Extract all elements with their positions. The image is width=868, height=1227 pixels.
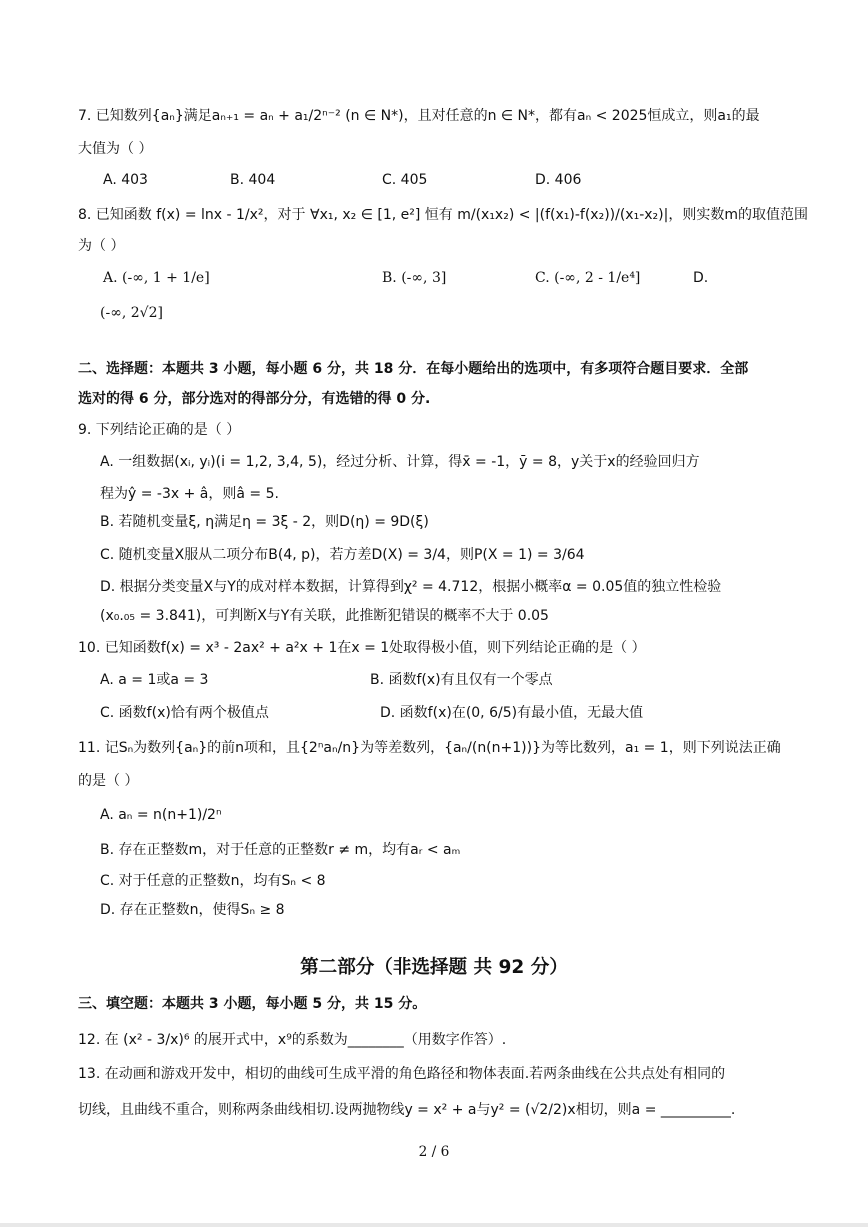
q8-option-d-value: (-∞, 2√2] (100, 305, 163, 321)
q10-option-a: A. a = 1或a = 3 (100, 672, 209, 688)
section3-instructions: 三、填空题：本题共 3 小题，每小题 5 分，共 15 分。 (78, 996, 427, 1012)
q11-option-d: D. 存在正整数n，使得Sₙ ≥ 8 (100, 902, 285, 918)
q9-option-b: B. 若随机变量ξ, η满足η = 3ξ - 2，则D(η) = 9D(ξ) (100, 514, 429, 530)
q9-option-a-line1: A. 一组数据(xᵢ, yᵢ)(i = 1,2, 3,4, 5)，经过分析、计算，得x̄ = -1，ȳ = 8，y关于x的经验回归方 (100, 454, 700, 470)
section2-instructions-line2: 选对的得 6 分，部分选对的得部分分，有选错的得 0 分. (78, 391, 431, 407)
q11-option-b: B. 存在正整数m，对于任意的正整数r ≠ m，均有aᵣ < aₘ (100, 842, 461, 858)
q9-option-d-line1: D. 根据分类变量X与Y的成对样本数据，计算得到χ² = 4.712，根据小概率α = 0.05值的独立性检验 (100, 579, 722, 595)
q7-option-a: A. 403 (103, 172, 148, 188)
q8-option-d: D. (693, 270, 709, 286)
part2-title: 第二部分（非选择题 共 92 分） (300, 957, 568, 978)
q11-stem-line2: 的是（ ） (78, 773, 139, 789)
page-bottom-edge (0, 1223, 868, 1227)
q9-option-a-line2: 程为ŷ = -3x + â，则â = 5. (100, 486, 279, 502)
q10-option-b: B. 函数f(x)有且仅有一个零点 (370, 672, 553, 688)
q13-stem-line1: 13. 在动画和游戏开发中，相切的曲线可生成平滑的角色路径和物体表面.若两条曲线在公共点处有相同的 (78, 1066, 726, 1082)
q8-option-a: A. (-∞, 1 + 1/e] (103, 270, 210, 286)
q9-stem: 9. 下列结论正确的是（ ） (78, 422, 241, 438)
q11-option-a: A. aₙ = n(n+1)/2ⁿ (100, 807, 222, 823)
q8-stem-line2: 为（ ） (78, 238, 125, 254)
q7-stem-line2: 大值为（ ） (78, 141, 153, 157)
q8-option-c: C. (-∞, 2 - 1/e⁴] (535, 270, 641, 286)
q10-option-c: C. 函数f(x)恰有两个极值点 (100, 705, 269, 721)
q11-stem-line1: 11. 记Sₙ为数列{aₙ}的前n项和，且{2ⁿaₙ/n}为等差数列，{aₙ/(n(n+1))}为等比数列，a₁ = 1，则下列说法正确 (78, 740, 781, 756)
q7-option-b: B. 404 (230, 172, 276, 188)
q12-stem: 12. 在 (x² - 3/x)⁶ 的展开式中，x⁹的系数为________（用数字作答）. (78, 1032, 507, 1048)
q7-option-d: D. 406 (535, 172, 582, 188)
q9-option-d-line2: (x₀.₀₅ = 3.841)，可判断X与Y有关联，此推断犯错误的概率不大于 0.05 (100, 608, 549, 624)
q8-option-b: B. (-∞, 3] (382, 270, 447, 286)
q10-option-d: D. 函数f(x)在(0, 6/5)有最小值，无最大值 (380, 705, 644, 721)
q9-option-c: C. 随机变量X服从二项分布B(4, p)，若方差D(X) = 3/4，则P(X = 1) = 3/64 (100, 547, 585, 563)
section2-instructions-line1: 二、选择题：本题共 3 小题，每小题 6 分，共 18 分．在每小题给出的选项中，有多项符合题目要求．全部 (78, 361, 749, 377)
page-number: 2 / 6 (418, 1144, 450, 1160)
q11-option-c: C. 对于任意的正整数n，均有Sₙ < 8 (100, 873, 326, 889)
q10-stem: 10. 已知函数f(x) = x³ - 2ax² + a²x + 1在x = 1处取得极小值，则下列结论正确的是（ ） (78, 640, 646, 656)
q7-stem-line1: 7. 已知数列{aₙ}满足aₙ₊₁ = aₙ + a₁/2ⁿ⁻² (n ∈ N*)，且对任意的n ∈ N*，都有aₙ < 2025恒成立，则a₁的最 (78, 108, 760, 124)
q13-stem-line2: 切线，且曲线不重合，则称两条曲线相切.设两抛物线y = x² + a与y² = (√2/2)x相切，则a = __________. (78, 1102, 736, 1118)
q8-stem-line1: 8. 已知函数 f(x) = lnx - 1/x²，对于 ∀x₁, x₂ ∈ [1, e²] 恒有 m/(x₁x₂) < |(f(x₁)-f(x₂))/(x₁-x₂)|，则实数m的取值范围 (78, 207, 808, 223)
q7-option-c: C. 405 (382, 172, 428, 188)
